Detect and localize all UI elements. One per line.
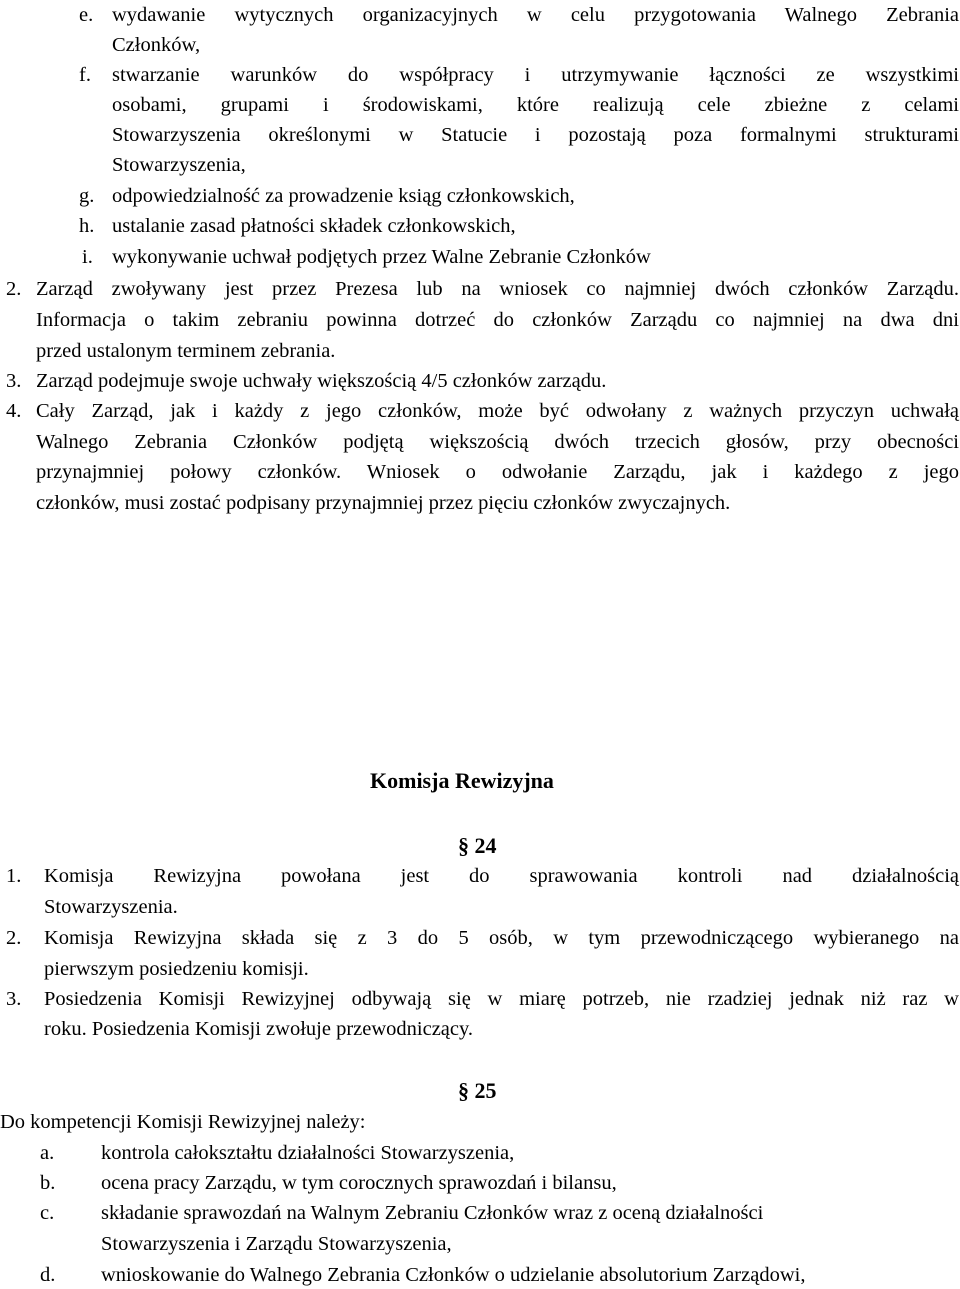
point-number: 3. (6, 988, 22, 1010)
list-text-line: wnioskowanie do Walnego Zebrania Członków o udzielanie absolutorium Zarządowi, (101, 1264, 806, 1286)
competence-intro: Do kompetencji Komisji Rewizyjnej należy: (0, 1111, 366, 1133)
point-number: 3. (6, 370, 22, 392)
point-text-line: roku. Posiedzenia Komisji zwołuje przewodniczący. (44, 1018, 474, 1040)
list-marker: f. (79, 64, 91, 86)
point-number: 4. (6, 400, 22, 422)
point-text-line: Komisja Rewizyjna powołana jest do sprawowania kontroli nad działalnością (44, 865, 959, 887)
list-marker: e. (79, 4, 94, 26)
paragraph-25-heading (458, 1078, 497, 1104)
point-number: 1. (6, 865, 22, 887)
list-marker: b. (40, 1172, 56, 1194)
point-text-line: członków, musi zostać podpisany przynajmniej przez pięciu członków zwyczajnych. (36, 492, 731, 514)
point-number: 2. (6, 278, 22, 300)
point-text-line: przed ustalonym terminem zebrania. (36, 340, 336, 362)
list-marker: d. (40, 1264, 56, 1286)
point-number: 2. (6, 927, 22, 949)
point-text-line: Cały Zarząd, jak i każdy z jego członków, może być odwołany z ważnych przyczyn uchwałą (36, 400, 959, 422)
list-text-line: kontrola całokształtu działalności Stowarzyszenia, (101, 1142, 515, 1164)
point-text-line: przynajmniej połowy członków. Wniosek o odwołanie Zarządu, jak i każdego z jego (36, 461, 959, 483)
point-text-line: Posiedzenia Komisji Rewizyjnej odbywają się w miarę potrzeb, nie rzadziej jednak niż raz w (44, 988, 959, 1010)
list-text-line: ustalanie zasad płatności składek członkowskich, (112, 215, 516, 237)
list-marker: i. (82, 246, 93, 268)
point-text-line: Zarząd podejmuje swoje uchwały większością 4/5 członków zarządu. (36, 370, 607, 392)
paragraph-number: 24 (474, 833, 497, 858)
point-text-line: Walnego Zebrania Członków podjętą większością dwóch trzecich głosów, przy obecności (36, 431, 959, 453)
paragraph-24-heading (458, 833, 497, 859)
point-text-line: Zarząd zwoływany jest przez Prezesa lub na wniosek co najmniej dwóch członków Zarządu. (36, 278, 959, 300)
list-text-line: wydawanie wytycznych organizacyjnych w celu przygotowania Walnego Zebrania (112, 4, 959, 26)
list-text-line: Stowarzyszenia określonymi w Statucie i pozostają poza formalnymi strukturami (112, 124, 959, 146)
list-text-line: Stowarzyszenia, (112, 154, 246, 176)
list-text-line: osobami, grupami i środowiskami, które realizują cele zbieżne z celami (112, 94, 959, 116)
list-text-line: Stowarzyszenia i Zarządu Stowarzyszenia, (101, 1233, 452, 1255)
point-text-line: Informacja o takim zebraniu powinna dotrzeć do członków Zarządu co najmniej na dwa dni (36, 309, 959, 331)
list-text-line: odpowiedzialność za prowadzenie ksiąg członkowskich, (112, 185, 575, 207)
list-marker: h. (79, 215, 95, 237)
paragraph-number: 25 (474, 1078, 497, 1103)
list-marker: a. (40, 1142, 55, 1164)
point-text-line: Stowarzyszenia. (44, 896, 178, 918)
list-text-line: stwarzanie warunków do współpracy i utrzymywanie łączności ze wszystkimi (112, 64, 959, 86)
section-heading: Komisja Rewizyjna (370, 768, 554, 793)
list-text-line: składanie sprawozdań na Walnym Zebraniu Członków wraz z oceną działalności (101, 1202, 764, 1224)
list-text-line: ocena pracy Zarządu, w tym corocznych sprawozdań i bilansu, (101, 1172, 617, 1194)
point-text-line: pierwszym posiedzeniu komisji. (44, 958, 309, 980)
section-symbol: § (458, 833, 469, 858)
list-text-line: wykonywanie uchwał podjętych przez Walne Zebranie Członków (112, 246, 651, 268)
list-marker: g. (79, 185, 95, 207)
point-text-line: Komisja Rewizyjna składa się z 3 do 5 osób, w tym przewodniczącego wybieranego na (44, 927, 959, 949)
list-text-line: Członków, (112, 34, 201, 56)
list-marker: c. (40, 1202, 55, 1224)
section-symbol: § (458, 1078, 469, 1103)
